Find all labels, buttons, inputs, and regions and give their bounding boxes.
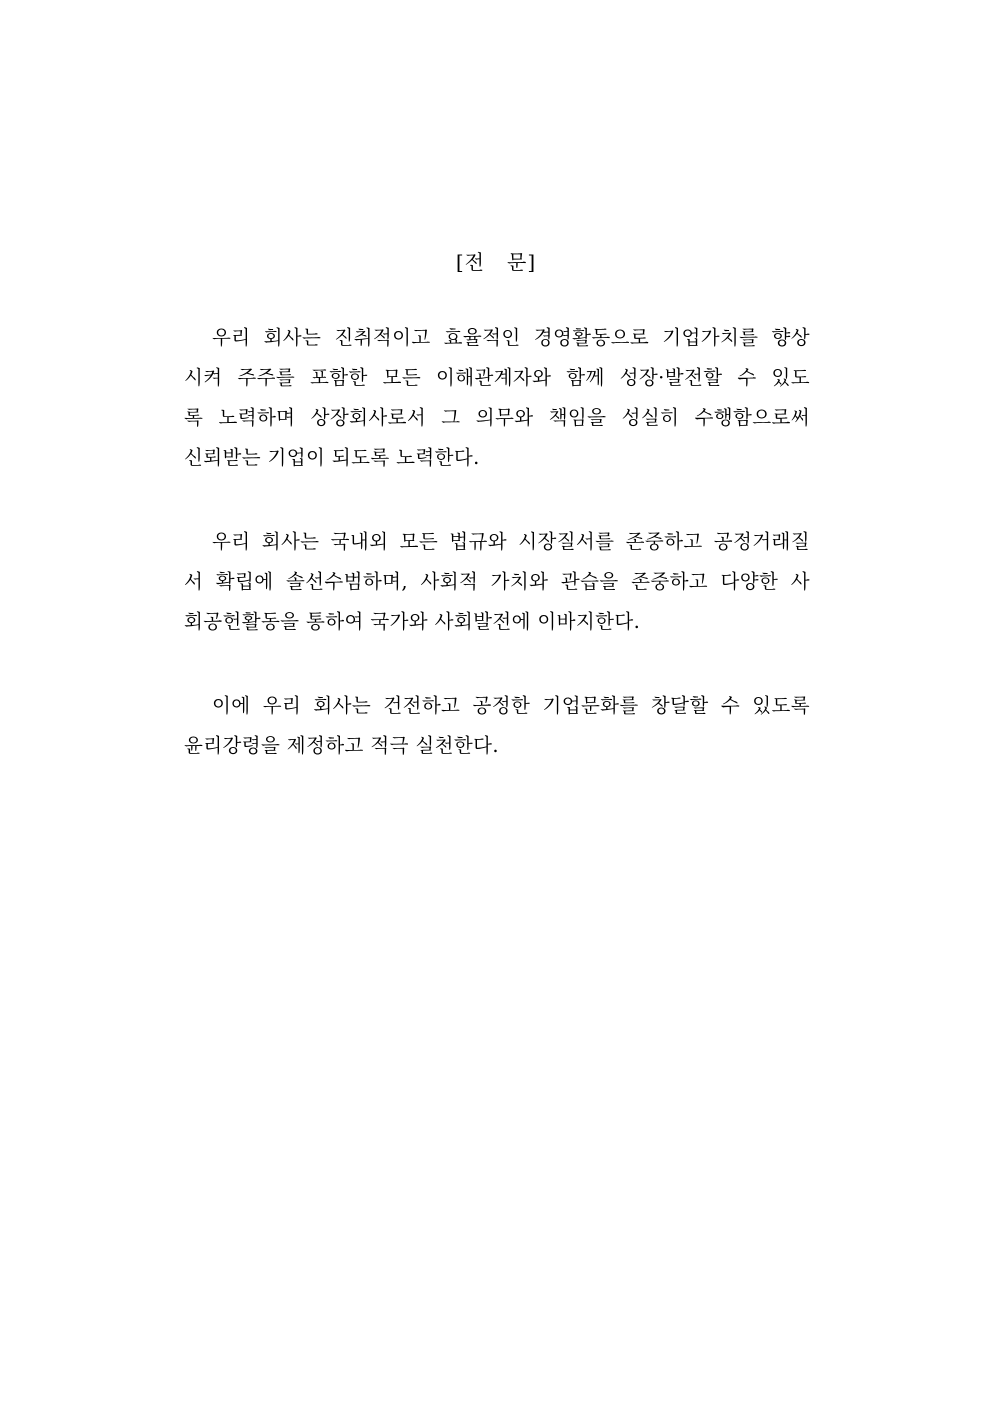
paragraph-3-line-2: 윤리강령을 제정하고 적극 실천한다.: [184, 734, 499, 757]
paragraph-2: [184, 522, 810, 642]
document-title: [전 문]: [455, 250, 537, 274]
paragraph-1: [184, 318, 810, 478]
paragraph-3: [184, 686, 810, 766]
paragraph-1-line-4: 신뢰받는 기업이 되도록 노력한다.: [184, 446, 480, 469]
paragraph-1-line-1: 우리 회사는 진취적이고 효율적인 경영활동으로 기업가치를 향상: [212, 326, 810, 349]
document-body: [184, 318, 810, 810]
paragraph-1-line-2: 시켜 주주를 포함한 모든 이해관계자와 함께 성장·발전할 수 있도: [184, 366, 810, 389]
paragraph-1-line-3: 록 노력하며 상장회사로서 그 의무와 책임을 성실히 수행함으로써: [184, 406, 810, 429]
paragraph-2-line-1: 우리 회사는 국내외 모든 법규와 시장질서를 존중하고 공정거래질: [212, 530, 810, 553]
paragraph-3-line-1: 이에 우리 회사는 건전하고 공정한 기업문화를 창달할 수 있도록: [212, 694, 810, 717]
paragraph-2-line-3: 회공헌활동을 통하여 국가와 사회발전에 이바지한다.: [184, 610, 641, 633]
paragraph-2-line-2: 서 확립에 솔선수범하며, 사회적 가치와 관습을 존중하고 다양한 사: [184, 570, 810, 593]
